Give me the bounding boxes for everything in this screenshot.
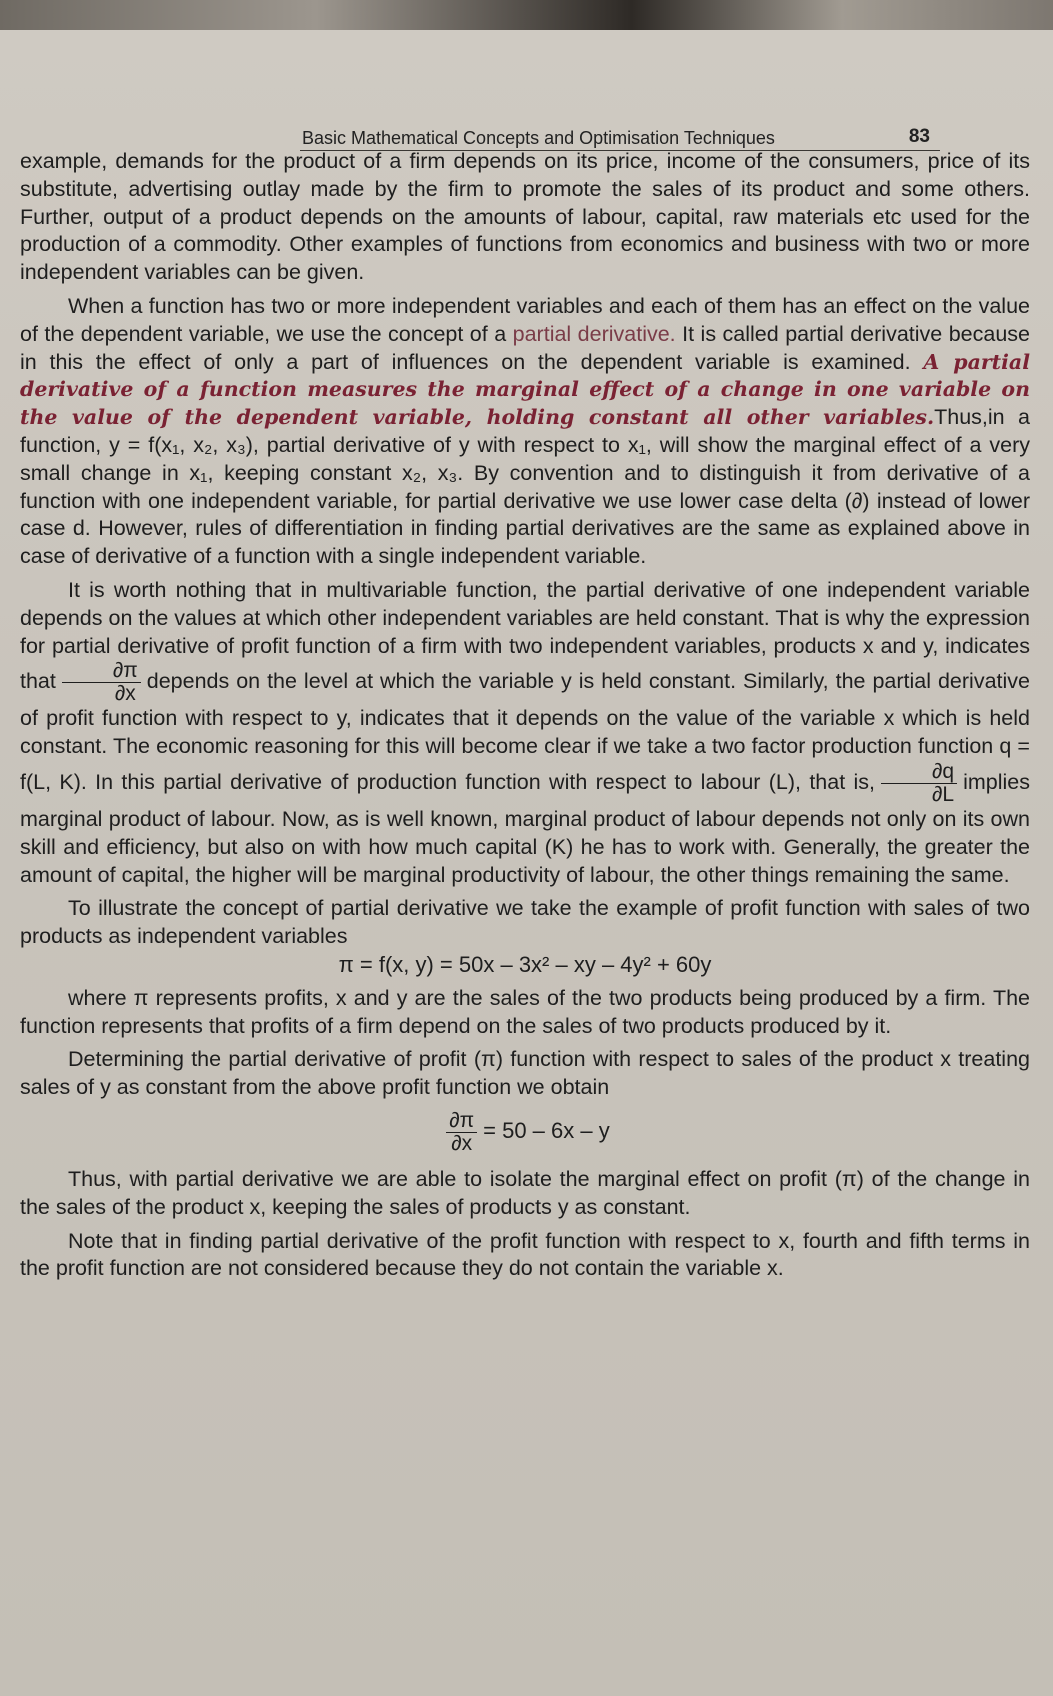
paragraph-2 <box>20 293 1030 571</box>
partial-pi-x-fraction <box>446 1110 477 1155</box>
paragraph-4: To illustrate the concept of partial derivative we take the example of profit function with sales of two products as independent variables <box>20 896 1030 949</box>
running-header <box>300 94 940 151</box>
paragraph-8: Note that in finding partial derivative of the profit function with respect to x, fourth and fifth terms in the profit function are not considered because they do not contain the variable x. <box>20 1228 1030 1281</box>
profit-function-equation: π = f(x, y) = 50x – 3x² – xy – 4y² + 60y <box>338 951 712 977</box>
text-run: Thus,in a function, y = f(x₁, x₂, x₃), partial derivative of y with respect to x₁, will show the marginal effect of a very small change in x₁, keeping constant x₂, x₃. By convention and to distinguish it from derivative of a function with one independent variable, for partial derivative we use lower case delta (∂) instead of lower case d. However, rules of differentiation in finding partial derivatives are the same as explained above in case of derivative of a function with a single independent variable. <box>20 405 1031 569</box>
partial-derivative-equation <box>20 1102 1030 1160</box>
fraction-denominator: ∂x <box>114 682 136 706</box>
fraction-denominator: ∂L <box>932 782 955 806</box>
partial-pi-x-fraction <box>62 660 141 705</box>
definition-emphasis: A partial derivative of a function measures the marginal effect of a change in one variable on the value of the dependent variable, holding constant all other variables. <box>20 349 1030 430</box>
fraction-numerator: ∂π <box>62 660 141 683</box>
chapter-title: Basic Mathematical Concepts and Optimisation Techniques <box>302 128 775 148</box>
page-number: 83 <box>908 126 930 147</box>
text-run: It is worth nothing that in multivariable function, the partial derivative of one independent variable depends on the values at which other independent variables are held constant. That is why the expression for partial derivative of profit function of a firm with two independent variables, products x and y, indicates that <box>20 577 1030 694</box>
partial-q-l-fraction <box>881 761 957 806</box>
fraction-denominator: ∂x <box>451 1131 473 1155</box>
fraction-numerator: ∂π <box>446 1110 477 1133</box>
paragraph-3 <box>20 577 1030 889</box>
paragraph-7: Thus, with partial derivative we are able to isolate the marginal effect on profit (π) of the change in the sales of the product x, keeping the sales of products y as constant. <box>20 1166 1030 1219</box>
text-run: depends on the level at which the variable y is held constant. Similarly, the partial derivative of profit function with respect to y, indicates that it depends on the value of the variable x which is held constant. The economic reasoning for this will become clear if we take a two factor production function q = f(L, K). In this partial derivative of production function with respect to labour (L), that is, <box>20 669 1030 795</box>
text-run: When a function has two or more independent variables and each of them has an effect on the value of the dependent variable, we use the concept of a <box>20 293 1030 346</box>
equation-rhs: = 50 – 6x – y <box>483 1117 610 1143</box>
term-partial-derivative: partial derivative. <box>512 321 676 346</box>
paragraph-1: example, demands for the product of a firm depends on its price, income of the consumers, price of its substitute, advertising outlay made by the firm to promote the sales of its product and some others. Further, output of a product depends on the amounts of labour, capital, raw materials etc used for the production of a commodity. Other examples of functions from economics and business with two or more independent variables can be given. <box>20 149 1030 285</box>
paragraph-6: Determining the partial derivative of profit (π) function with respect to sales of the product x treating sales of y as constant from the above profit function we obtain <box>20 1047 1030 1100</box>
fraction-numerator: ∂q <box>881 761 957 784</box>
background-shadow <box>0 0 1053 30</box>
paragraph-5: where π represents profits, x and y are the sales of the two products being produced by a firm. The function represents that profits of a firm depend on the sales of two products produced by it. <box>20 985 1030 1038</box>
text-run: It is called partial derivative because in this the effect of only a part of influences on the dependent variable is examined. <box>20 321 1030 374</box>
page-body <box>20 148 1030 1283</box>
text-run: implies marginal product of labour. Now, as is well known, marginal product of labour depends not only on its own skill and efficiency, but also on with how much capital (K) he has to work with. Generally, the greater the amount of capital, the higher will be marginal productivity of labour, the other things remaining the same. <box>20 770 1030 887</box>
